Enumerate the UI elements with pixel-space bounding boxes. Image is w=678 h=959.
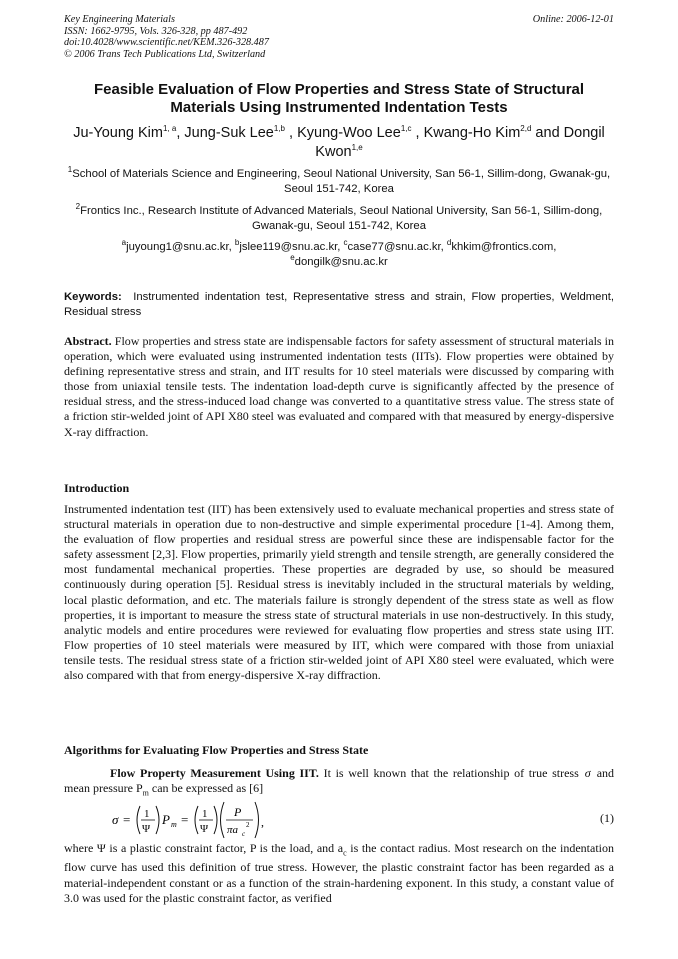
paren-close [156, 806, 159, 834]
subscript: c [343, 848, 347, 858]
email-list [64, 240, 614, 270]
email-address[interactable]: case77@snu.ac.kr, [347, 241, 447, 253]
email-address[interactable]: jslee119@snu.ac.kr, [239, 241, 344, 253]
subscript: m [142, 788, 149, 798]
author-name: Kwang-Ho Kim [423, 125, 521, 141]
author-affil-marker: 1, a [162, 124, 177, 134]
eq-c: c [242, 830, 246, 838]
journal-name: Key Engineering Materials [64, 14, 175, 25]
author-separator: , [285, 125, 298, 141]
eq-m: m [171, 820, 177, 829]
paragraph-text: It is well known that the relationship of true stress [323, 766, 579, 780]
affiliation-marker: 2 [75, 202, 81, 212]
email-address[interactable]: khkim@frontics.com, [451, 241, 557, 253]
email-address[interactable]: juyoung1@snu.ac.kr, [126, 241, 235, 253]
paragraph-text: and mean pressure P [64, 766, 615, 796]
equation-graphic [110, 800, 310, 840]
introduction-text: Instrumented indentation test (IIT) has been extensively used to evaluate mechanical properties and stress state of structural materials in operation due to non-destructive and simple experimental procedure [1-4]. Among them, the evaluation of flow properties and residual stress are powerful since these are indispensable factor for the safety assessment [2,3]. Flow properties, primarily yield strength and tensile strength, are generally considered the most fundamental mechanical properties. These properties are degraded by use, so should be measured continuously during operation [5]. Residual stress is inevitably included in the structural materials by welding, local plastic deformation, and etc. The materials failure is strongly dependent of the stress state as well as flow properties, it is important to measure the stress state of structural materials in use non-destructively. In this study, analytic models and entire procedures were reviewed for evaluating flow properties and stress state using IIT. Flow properties of 10 steel materials were measured by IIT, which were compared with those from uniaxial tensile tests. The residual stress state of a friction stir-welded joint of API X80 steel were evaluated, which were also compared with that from energy-dispersive X-ray diffraction. [64, 502, 614, 683]
paren-open [137, 806, 140, 834]
email-marker: a [121, 238, 127, 248]
author-affil-marker: 2,d [520, 124, 532, 134]
journal-issn: ISSN: 1662-9795, Vols. 326-328, pp 487-492 [64, 25, 248, 37]
subsection-paragraph [64, 766, 614, 801]
paren-close [255, 802, 259, 838]
affiliation-2 [64, 204, 614, 234]
paragraph-text: can be expressed as [6] [148, 781, 264, 796]
eq-psi-2: Ψ [200, 823, 209, 835]
online-date: Online: 2006-12-01 [532, 14, 614, 25]
abstract [64, 334, 614, 440]
sigma-symbol: σ [584, 766, 591, 780]
eq-comma: , [261, 815, 264, 829]
affiliation-1 [64, 167, 614, 197]
email-marker: e [290, 253, 295, 263]
paragraph-text: where Ψ is a plastic constraint factor, P is the load, and a [64, 841, 344, 855]
eq-psi: Ψ [142, 823, 151, 835]
author-name: Ju-Young Kim [73, 125, 163, 141]
paper-title: Feasible Evaluation of Flow Properties and Stress State of Structural Materials Using Instrumented Indentation Tests [93, 81, 585, 116]
abstract-label: Abstract. [64, 334, 112, 348]
paren-open [221, 802, 225, 838]
affiliation-text: Frontics Inc., Research Institute of Advanced Materials, Seoul National University, San 56-1, Sillim-dong, Gwanak-gu, Seoul 151-742, Korea [80, 205, 603, 232]
equation-number: (1) [600, 811, 614, 825]
author-list [64, 124, 614, 162]
eq-P-2: P [234, 805, 242, 819]
author-affil-marker: 1,b [273, 124, 285, 134]
eq-one: 1 [144, 808, 150, 820]
keywords-text: Instrumented indentation test, Representative stress and strain, Flow properties, Weldment, Residual stress [64, 291, 615, 318]
email-address[interactable]: dongilk@snu.ac.kr [294, 256, 388, 268]
author-name: Jung-Suk Lee [184, 125, 274, 141]
paragraph-text: is the contact radius. Most research on the indentation flow curve has used this definition of true stress. However, the plastic constraint factor has been regarded as a material-independent constant or as a function of the strain-hardening exponent. In this study, a constant value of 3.0 was used for the plastic constraint factor, as verified [64, 841, 614, 905]
author-separator: , [411, 125, 424, 141]
author-separator: , [176, 125, 185, 141]
abstract-text: Flow properties and stress state are indispensable factors for safety assessment of structural materials in operation, which were evaluated using instrumented indentation tests (IITs). Flow properties were obtained by defining representative stress and strain, and IIT results for 10 steel materials were discussed by comparing with those from uniaxial tensile tests. The indentation load-depth curve is significantly affected by the presence of residual stress, and the stress-induced load change was converted to a quantitative stress value. The stress state of a friction stir-welded joint of API X80 steel was evaluated and compared with that measured by energy-dispersive X-ray diffraction. [64, 334, 615, 439]
section-heading-introduction: Introduction [64, 481, 130, 495]
email-marker: d [446, 238, 452, 248]
paren-open [195, 806, 198, 834]
author-name: Kyung-Woo Lee [297, 125, 401, 141]
eq-two: 2 [246, 821, 250, 829]
author-name: Dongil Kwon [315, 125, 605, 160]
keywords [64, 290, 614, 319]
eq-pi-a: πa [227, 824, 239, 836]
eq-equals: = [123, 812, 131, 827]
eq-one-2: 1 [202, 808, 208, 820]
keywords-label: Keywords: [64, 291, 122, 303]
email-marker: b [234, 238, 240, 248]
eq-equals-2: = [181, 812, 189, 827]
affiliation-marker: 1 [67, 165, 73, 175]
eq-sigma: σ [112, 812, 119, 827]
subsection-label: Flow Property Measurement Using IIT. [110, 766, 319, 780]
author-affil-marker: 1,e [351, 143, 363, 153]
section-heading-algorithms: Algorithms for Evaluating Flow Properties and Stress State [64, 743, 369, 757]
equation-explanation [64, 841, 614, 906]
journal-header [64, 14, 269, 60]
author-affil-marker: 1,c [400, 124, 412, 134]
author-separator: and [531, 125, 564, 141]
journal-doi: doi:10.4028/www.scientific.net/KEM.326-328.487 [64, 37, 269, 49]
paren-close [214, 806, 217, 834]
email-marker: c [343, 238, 348, 248]
journal-copyright: © 2006 Trans Tech Publications Ltd, Switzerland [64, 48, 266, 60]
eq-P: P [162, 812, 170, 827]
equation-1 [110, 800, 614, 840]
affiliation-text: School of Materials Science and Engineering, Seoul National University, San 56-1, Sillim-dong, Gwanak-gu, Seoul 151-742, Korea [72, 168, 611, 195]
